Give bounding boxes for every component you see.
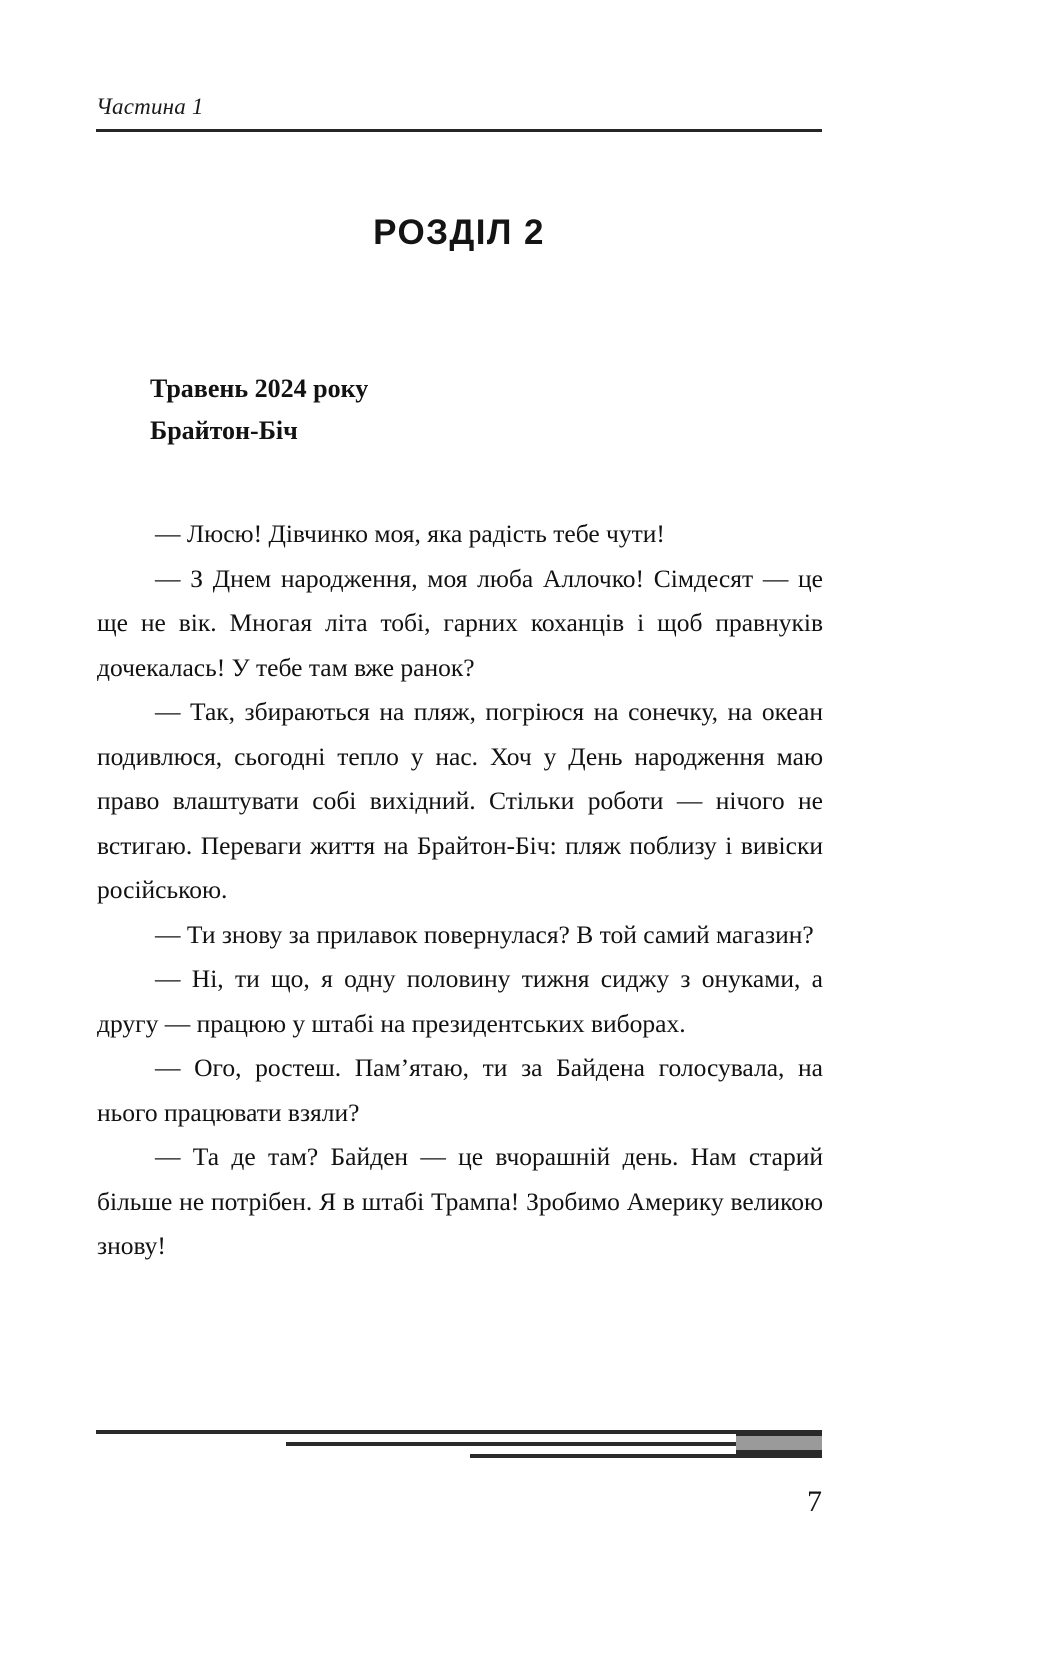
running-head-label: Частина 1 [96,94,204,119]
paragraph: — Ого, ростеш. Пам’ятаю, ти за Байдена голосувала, на нього працювати взяли? [97,1053,823,1127]
ornament-rule-top [96,1430,822,1434]
paragraph: — Ні, ти що, я одну половину тижня сиджу з онуками, а другу — працюю у штабі на президентських виборах. [97,964,823,1038]
chapter-title: РОЗДІЛ 2 [373,213,545,252]
ornament-gray-block [736,1432,822,1454]
paragraph: — Ти знову за прилавок повернулася? В той самий магазин? [155,919,814,949]
paragraph: — Так, збираються на пляж, погріюся на сонечку, на океан подивлюся, сьогодні тепло у нас. Хоч у День народження маю право влаштувати собі вихідний. Стільки роботи — нічого не встигаю. Переваги життя на Брайтон-Біч: пляж поблизу і вивіски російською. [97,697,823,904]
dateline-block [150,368,822,452]
body-copy [97,512,823,1269]
paragraph: — Люсю! Дівчинко моя, яка радість тебе чути! [155,519,665,548]
paragraph: — З Днем народження, моя люба Аллочко! Сімдесят — це ще не вік. Многая літа тобі, гарних коханців і щоб правнуків дочекалась! У тебе там вже ранок? [97,563,823,682]
dateline-place: Брайтон-Біч [150,416,298,445]
running-head [96,92,822,132]
paragraph: — Та де там? Байден — це вчорашній день. Нам старий більше не потрібен. Я в штабі Трампа! Зробимо Америку великою знову! [97,1142,823,1260]
page-number: 7 [807,1485,822,1518]
running-head-rule [96,129,822,132]
ornament-rule-bottom [470,1454,822,1458]
footer-ornament [96,1430,836,1478]
dateline-date: Травень 2024 року [150,374,369,403]
